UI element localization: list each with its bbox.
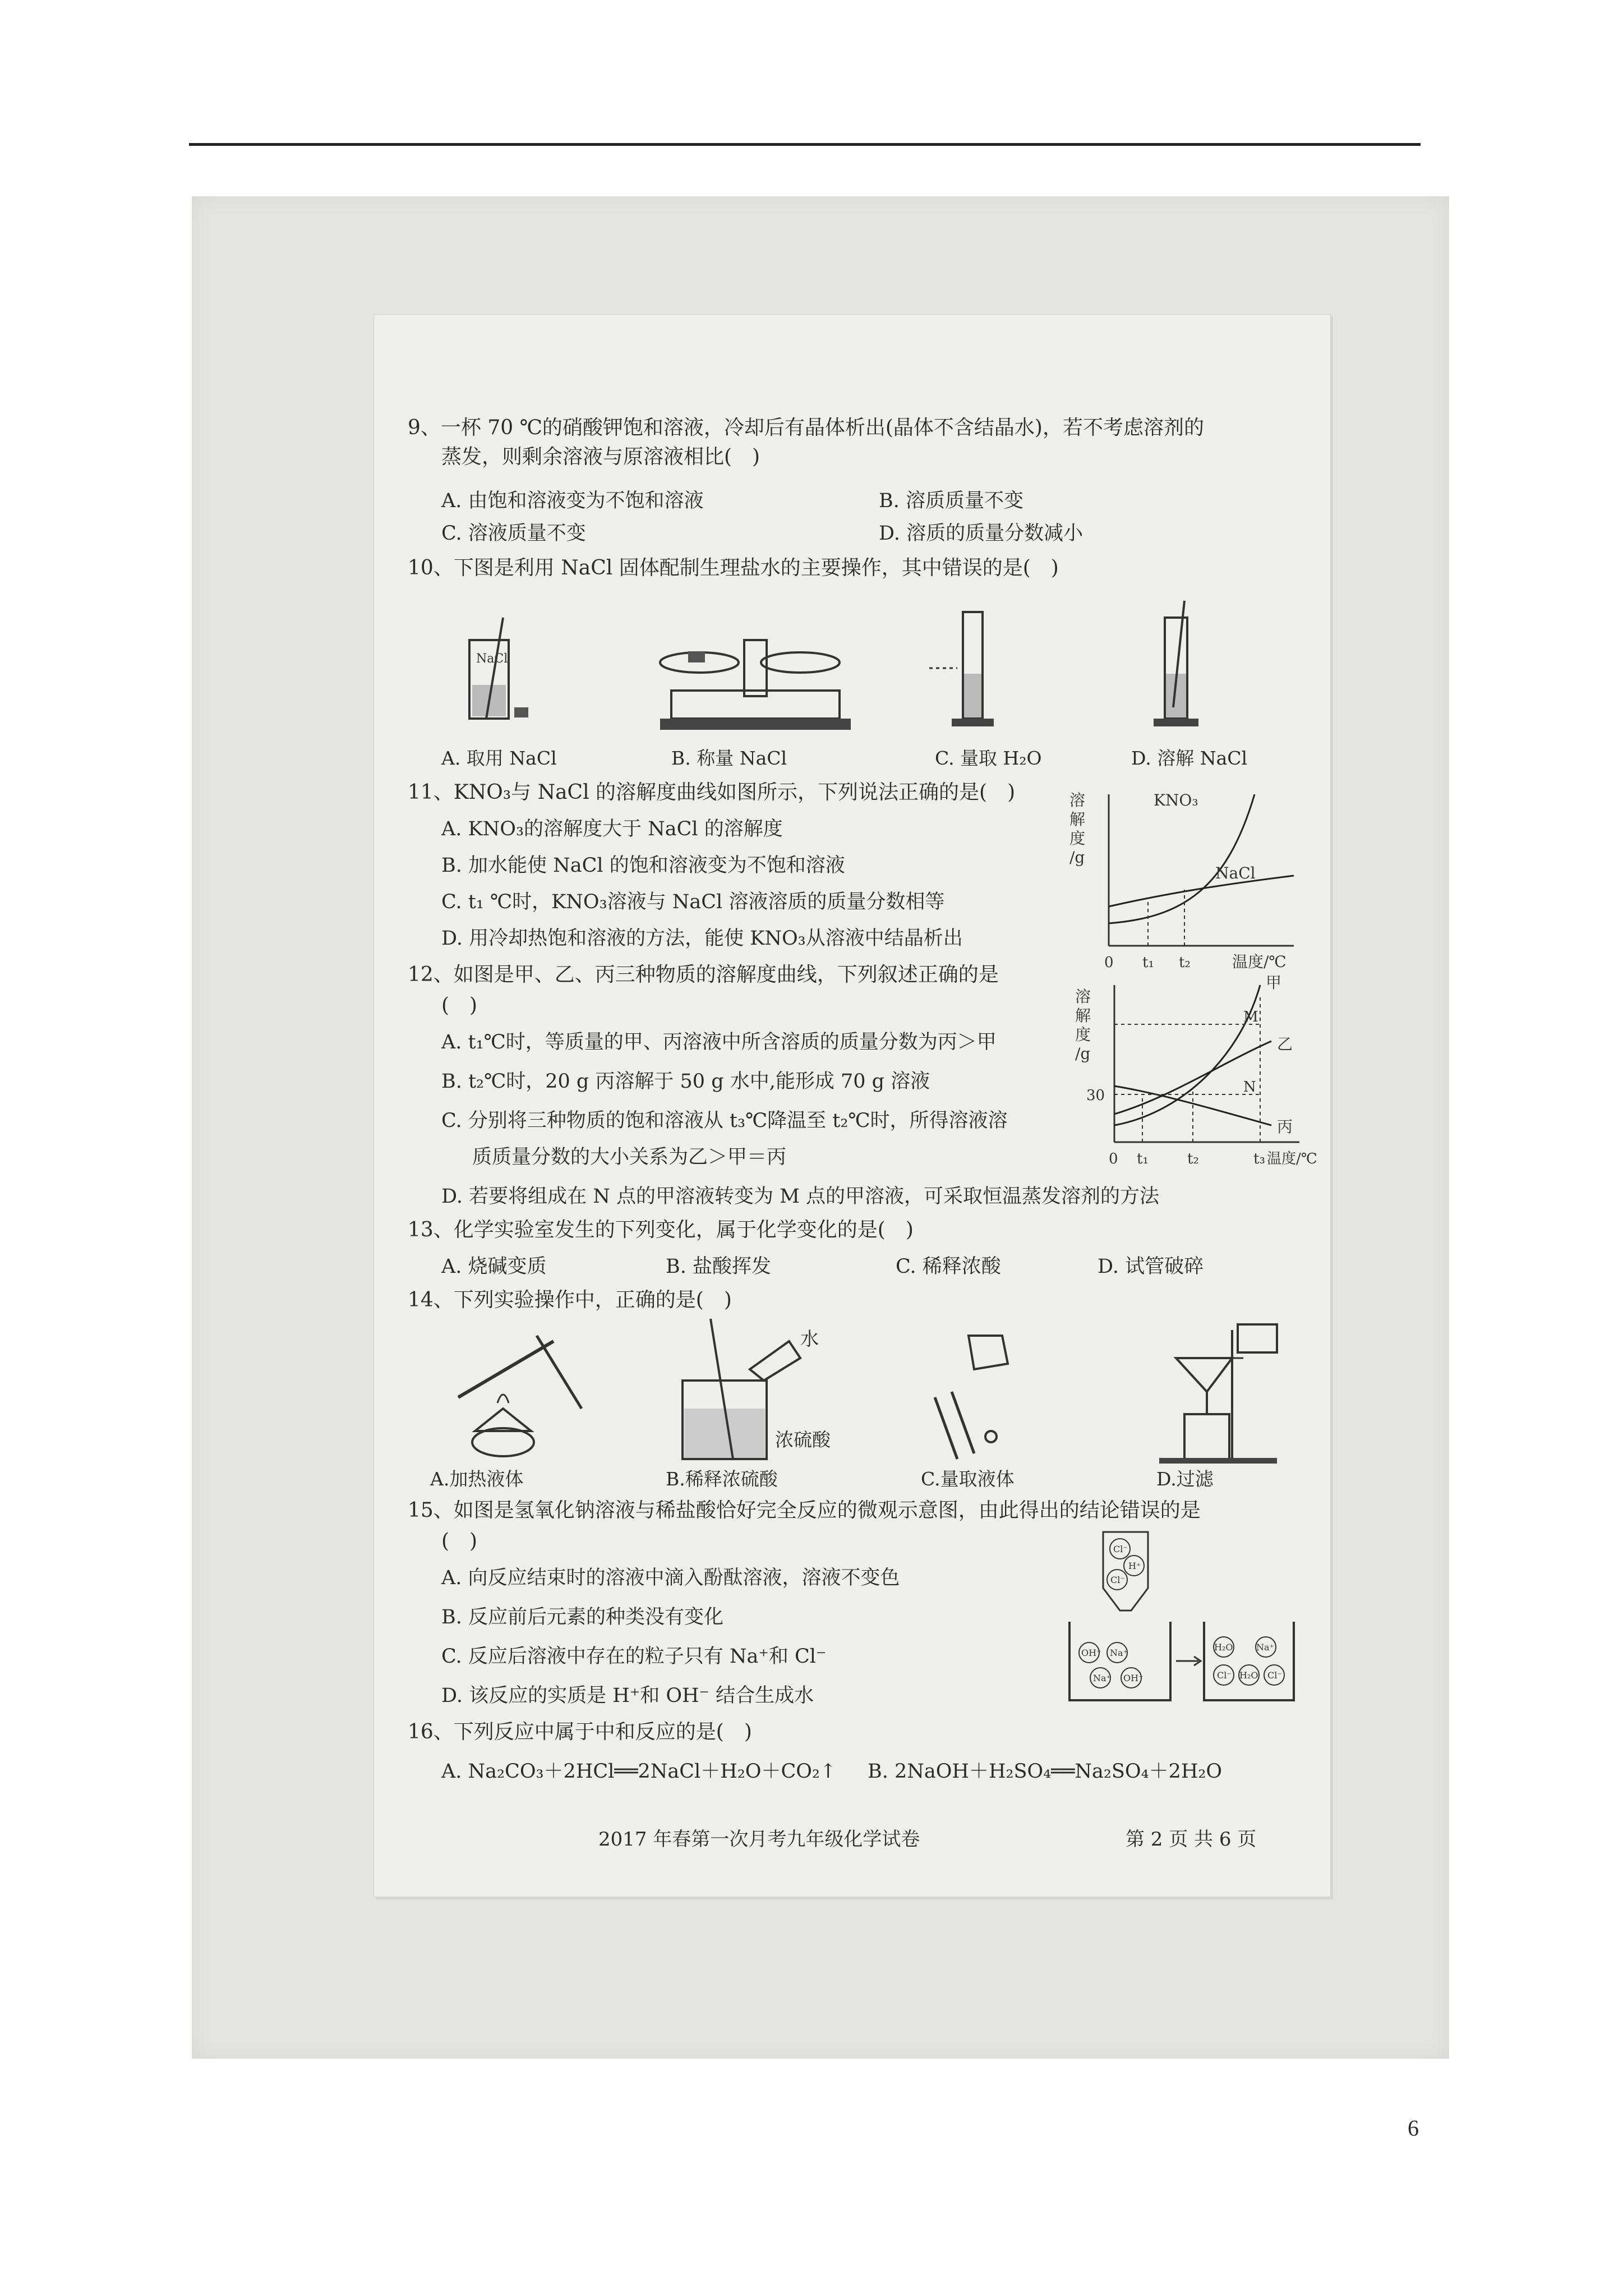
q12-tick-t1: t₁ bbox=[1137, 1151, 1149, 1167]
q11-tick-t2: t₂ bbox=[1179, 954, 1191, 971]
q12-tick-t2: t₂ bbox=[1187, 1151, 1199, 1167]
q15-ion-h2o-2: H₂O bbox=[1239, 1670, 1258, 1681]
q11-tick-t1: t₁ bbox=[1142, 954, 1154, 971]
q14-figure-c bbox=[912, 1324, 1036, 1467]
q15-ion-oh-1: OH⁻ bbox=[1081, 1648, 1101, 1658]
q11-option-b: B. 加水能使 NaCl 的饱和溶液变为不饱和溶液 bbox=[441, 854, 845, 877]
q12-ylabel-4: /g bbox=[1075, 1045, 1091, 1063]
q10-figure-d bbox=[1142, 601, 1210, 738]
q11-ylabel-1: 溶 bbox=[1069, 791, 1086, 809]
q9-option-c: C. 溶液质量不变 bbox=[441, 522, 586, 545]
q16-stem: 16、下列反应中属于中和反应的是( ) bbox=[408, 1720, 752, 1743]
q15-ion-h-1: H⁺ bbox=[1128, 1561, 1141, 1571]
q12-option-b: B. t₂℃时，20 g 丙溶解于 50 g 水中,能形成 70 g 溶液 bbox=[441, 1070, 930, 1093]
top-rule bbox=[189, 143, 1421, 146]
q13-option-b: B. 盐酸挥发 bbox=[666, 1255, 771, 1278]
q14-label-b: B.稀释浓硫酸 bbox=[666, 1468, 778, 1490]
q16-option-a: A. Na₂CO₃＋2HCl══2NaCl＋H₂O＋CO₂↑ bbox=[441, 1760, 837, 1783]
q11-option-c: C. t₁ ℃时，KNO₃溶液与 NaCl 溶液溶质的质量分数相等 bbox=[441, 891, 945, 913]
q12-point-n: N bbox=[1243, 1079, 1256, 1096]
q15-reaction-diagram bbox=[1064, 1526, 1299, 1714]
q10-figure-b bbox=[654, 629, 856, 743]
q15-ion-cl-3: Cl⁻ bbox=[1217, 1670, 1232, 1681]
q12-origin: 0 bbox=[1109, 1151, 1118, 1167]
q12-option-a: A. t₁℃时，等质量的甲、丙溶液中所含溶质的质量分数为丙＞甲 bbox=[441, 1031, 997, 1053]
q14-figure-d bbox=[1154, 1319, 1288, 1467]
q15-ion-cl-4: Cl⁻ bbox=[1267, 1670, 1282, 1681]
q11-option-a: A. KNO₃的溶解度大于 NaCl 的溶解度 bbox=[441, 818, 783, 840]
q12-option-d: D. 若要将组成在 N 点的甲溶液转变为 M 点的甲溶液，可采取恒温蒸发溶剂的方法 bbox=[441, 1185, 1160, 1208]
q9-stem-line1: 9、一杯 70 ℃的硝酸钾饱和溶液，冷却后有晶体析出(晶体不含结晶水)，若不考虑溶剂的 bbox=[408, 416, 1204, 439]
q15-ion-na-3: Na⁺ bbox=[1256, 1642, 1274, 1653]
q15-ion-na-1: Na⁺ bbox=[1110, 1648, 1128, 1658]
q14-water-label: 水 bbox=[800, 1328, 819, 1350]
q14-label-c: C.量取液体 bbox=[921, 1468, 1015, 1490]
q15-ion-oh-2: OH⁻ bbox=[1123, 1673, 1144, 1683]
q10-stem: 10、下图是利用 NaCl 固体配制生理盐水的主要操作，其中错误的是( ) bbox=[408, 556, 1059, 579]
q9-option-b: B. 溶质质量不变 bbox=[879, 490, 1023, 512]
q11-ylabel-2: 解 bbox=[1069, 810, 1086, 829]
q14-figure-a bbox=[441, 1330, 587, 1473]
q11-ylabel-3: 度 bbox=[1069, 829, 1086, 848]
q10-figure-c bbox=[929, 606, 1008, 738]
q12-series-jia: 甲 bbox=[1266, 973, 1282, 992]
q13-stem: 13、化学实验室发生的下列变化，属于化学变化的是( ) bbox=[408, 1218, 914, 1241]
q11-solubility-chart bbox=[1069, 789, 1305, 976]
q12-option-c1: C. 分别将三种物质的饱和溶液从 t₃℃降温至 t₂℃时，所得溶液溶 bbox=[441, 1110, 1008, 1132]
q14-acid-label: 浓硫酸 bbox=[775, 1429, 831, 1451]
q13-option-c: C. 稀释浓酸 bbox=[896, 1255, 1001, 1278]
q15-ion-na-2: Na⁺ bbox=[1093, 1673, 1111, 1683]
q9-stem-line2: 蒸发，则剩余溶液与原溶液相比( ) bbox=[441, 445, 760, 468]
q10-label-b: B. 称量 NaCl bbox=[671, 747, 787, 769]
q14-label-a: A.加热液体 bbox=[430, 1468, 524, 1490]
q15-option-b: B. 反应前后元素的种类没有变化 bbox=[441, 1606, 723, 1628]
q9-option-d: D. 溶质的质量分数减小 bbox=[879, 522, 1083, 545]
sheet-footer-title: 2017 年春第一次月考九年级化学试卷 bbox=[598, 1828, 920, 1851]
q15-ion-cl-2: Cl⁻ bbox=[1110, 1575, 1125, 1585]
q13-option-d: D. 试管破碎 bbox=[1098, 1255, 1204, 1278]
q15-ion-cl-1: Cl⁻ bbox=[1113, 1544, 1128, 1554]
q16-option-b: B. 2NaOH＋H₂SO₄══Na₂SO₄＋2H₂O bbox=[868, 1760, 1223, 1783]
q13-option-a: A. 烧碱变质 bbox=[441, 1255, 547, 1278]
q15-stem-line1: 15、如图是氢氧化钠溶液与稀盐酸恰好完全反应的微观示意图，由此得出的结论错误的是 bbox=[408, 1499, 1201, 1522]
q14-label-d: D.过滤 bbox=[1156, 1468, 1214, 1490]
q12-ylabel-1: 溶 bbox=[1075, 987, 1091, 1006]
q12-stem-line2: ( ) bbox=[441, 994, 478, 1017]
q15-option-d: D. 该反应的实质是 H⁺和 OH⁻ 结合生成水 bbox=[441, 1685, 814, 1707]
q15-option-a: A. 向反应结束时的溶液中滴入酚酞溶液，溶液不变色 bbox=[441, 1567, 900, 1589]
q12-series-bing: 丙 bbox=[1277, 1117, 1293, 1136]
q11-origin: 0 bbox=[1104, 954, 1114, 971]
exam-sheet bbox=[374, 314, 1331, 1897]
q12-point-m: M bbox=[1243, 1009, 1258, 1025]
q12-xlabel: 温度/℃ bbox=[1267, 1151, 1317, 1167]
q10-label-c: C. 量取 H₂O bbox=[935, 747, 1042, 769]
q12-tick-30: 30 bbox=[1086, 1087, 1105, 1104]
q12-ylabel-2: 解 bbox=[1075, 1006, 1091, 1025]
q11-series-kno3: KNO₃ bbox=[1154, 791, 1198, 809]
q11-series-nacl: NaCl bbox=[1215, 864, 1256, 882]
sheet-footer-page: 第 2 页 共 6 页 bbox=[1126, 1828, 1257, 1851]
q11-xlabel: 温度/℃ bbox=[1232, 953, 1287, 971]
q14-stem: 14、下列实验操作中，正确的是( ) bbox=[408, 1289, 732, 1312]
q12-tick-t3: t₃ bbox=[1253, 1151, 1265, 1167]
q10-label-d: D. 溶解 NaCl bbox=[1131, 747, 1248, 769]
q12-series-yi: 乙 bbox=[1277, 1035, 1293, 1053]
q15-ion-h2o-1: H₂O bbox=[1214, 1642, 1233, 1653]
q12-solubility-chart bbox=[1075, 974, 1316, 1172]
q15-stem-line2: ( ) bbox=[441, 1530, 478, 1553]
q12-ylabel-3: 度 bbox=[1075, 1025, 1091, 1044]
q15-option-c: C. 反应后溶液中存在的粒子只有 Na⁺和 Cl⁻ bbox=[441, 1645, 827, 1668]
q11-option-d: D. 用冷却热饱和溶液的方法，能使 KNO₃从溶液中结晶析出 bbox=[441, 927, 963, 950]
q11-ylabel-4: /g bbox=[1069, 848, 1085, 867]
q12-stem-line1: 12、如图是甲、乙、丙三种物质的溶解度曲线，下列叙述正确的是 bbox=[408, 963, 999, 986]
q9-option-a: A. 由饱和溶液变为不饱和溶液 bbox=[441, 490, 704, 512]
q12-option-c2: 质质量分数的大小关系为乙＞甲＝丙 bbox=[472, 1146, 787, 1168]
q11-stem: 11、KNO₃与 NaCl 的溶解度曲线如图所示，下列说法正确的是( ) bbox=[408, 781, 1016, 804]
page-number: 6 bbox=[1408, 2115, 1419, 2141]
q10-jar-label: NaCl bbox=[476, 652, 508, 666]
q10-figure-a bbox=[458, 618, 537, 738]
q10-label-a: A. 取用 NaCl bbox=[441, 747, 557, 769]
